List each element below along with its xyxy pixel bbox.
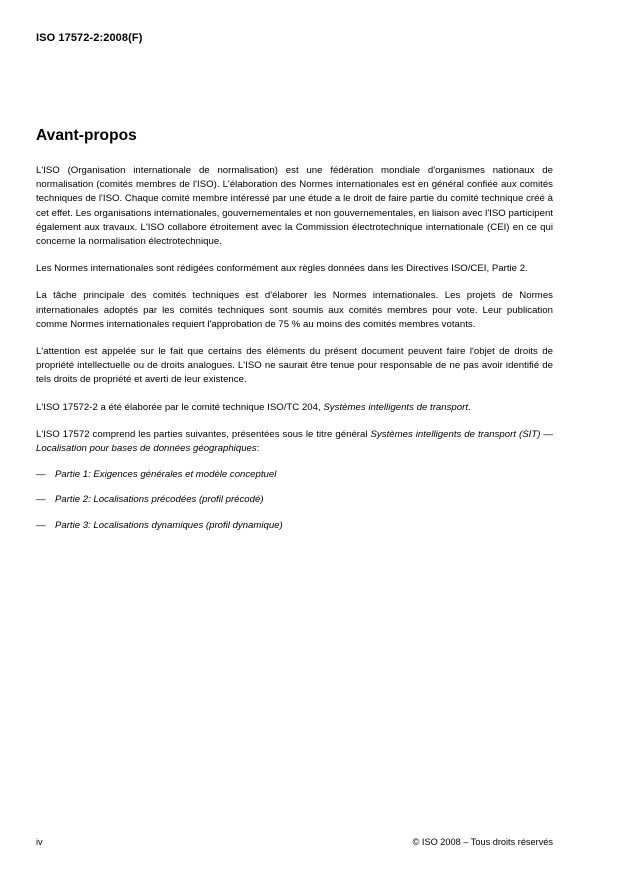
- parts-list: [36, 468, 553, 533]
- list-item: [36, 493, 553, 507]
- running-header: ISO 17572-2:2008(F): [36, 32, 143, 44]
- page-footer: [36, 836, 553, 849]
- committee-paragraph: [36, 401, 553, 415]
- foreword-paragraph-1: L'ISO (Organisation internationale de normalisation) est une fédération mondiale d'organismes nationaux de normalisation (comités membres de l'ISO). L'élaboration des Normes internationales est en général confiée aux comités techniques de l'ISO. Chaque comité membre intéressé par une étude a le droit de faire partie du comité technique créé à cet effet. Les organisations internationales, gouvernementales et non gouvernementales, en liaison avec l'ISO participent également aux travaux. L'ISO collabore étroitement avec la Commission électrotechnique internationale (CEI) en ce qui concerne la normalisation électrotechnique.: [36, 165, 553, 248]
- em-dash-marker: —: [36, 519, 46, 531]
- list-item: [36, 519, 553, 533]
- parts-intro-lead: L'ISO 17572 comprend les parties suivantes, présentées sous le titre général: [36, 428, 371, 440]
- em-dash-marker: —: [36, 494, 46, 506]
- parts-intro-paragraph: [36, 428, 553, 456]
- list-item-label: Partie 2: Localisations précodées (profil précodé): [55, 494, 264, 506]
- page-number: iv: [36, 837, 43, 847]
- foreword-paragraph-4: L'attention est appelée sur le fait que certains des éléments du présent document peuvent faire l'objet de droits de propriété intellectuelle ou de droits analogues. L'ISO ne saurait être tenue pour responsable de ne pas avoir identifié de tels droits de propriété et averti de leur existence.: [36, 346, 553, 386]
- foreword-paragraph-3: La tâche principale des comités techniques est d'élaborer les Normes internationales. Les projets de Normes internationales adoptés par les comités techniques sont soumis aux comités membres pour vote. Leur publication comme Normes internationales requiert l'approbation de 75 % au moins des comités membres votants.: [36, 290, 553, 330]
- parts-intro-title: Systèmes intelligents de transport (SIT) — Localisation pour bases de données géographiques: [36, 428, 554, 455]
- copyright-notice: © ISO 2008 – Tous droits réservés: [412, 837, 553, 847]
- parts-intro-tail: :: [256, 443, 260, 455]
- page-title: Avant-propos: [36, 127, 137, 144]
- em-dash-marker: —: [36, 469, 46, 481]
- list-item: [36, 468, 553, 482]
- committee-paragraph-tail: .: [468, 401, 471, 413]
- committee-paragraph-title: Systèmes intelligents de transport: [323, 401, 469, 413]
- committee-paragraph-lead: L'ISO 17572-2 a été élaborée par le comité technique ISO/TC 204,: [36, 401, 324, 413]
- foreword-paragraph-2: Les Normes internationales sont rédigées conformément aux règles données dans les Directives ISO/CEI, Partie 2.: [36, 263, 528, 275]
- list-item-label: Partie 1: Exigences générales et modèle conceptuel: [55, 469, 277, 481]
- list-item-label: Partie 3: Localisations dynamiques (profil dynamique): [55, 519, 283, 531]
- foreword-section: [36, 126, 553, 533]
